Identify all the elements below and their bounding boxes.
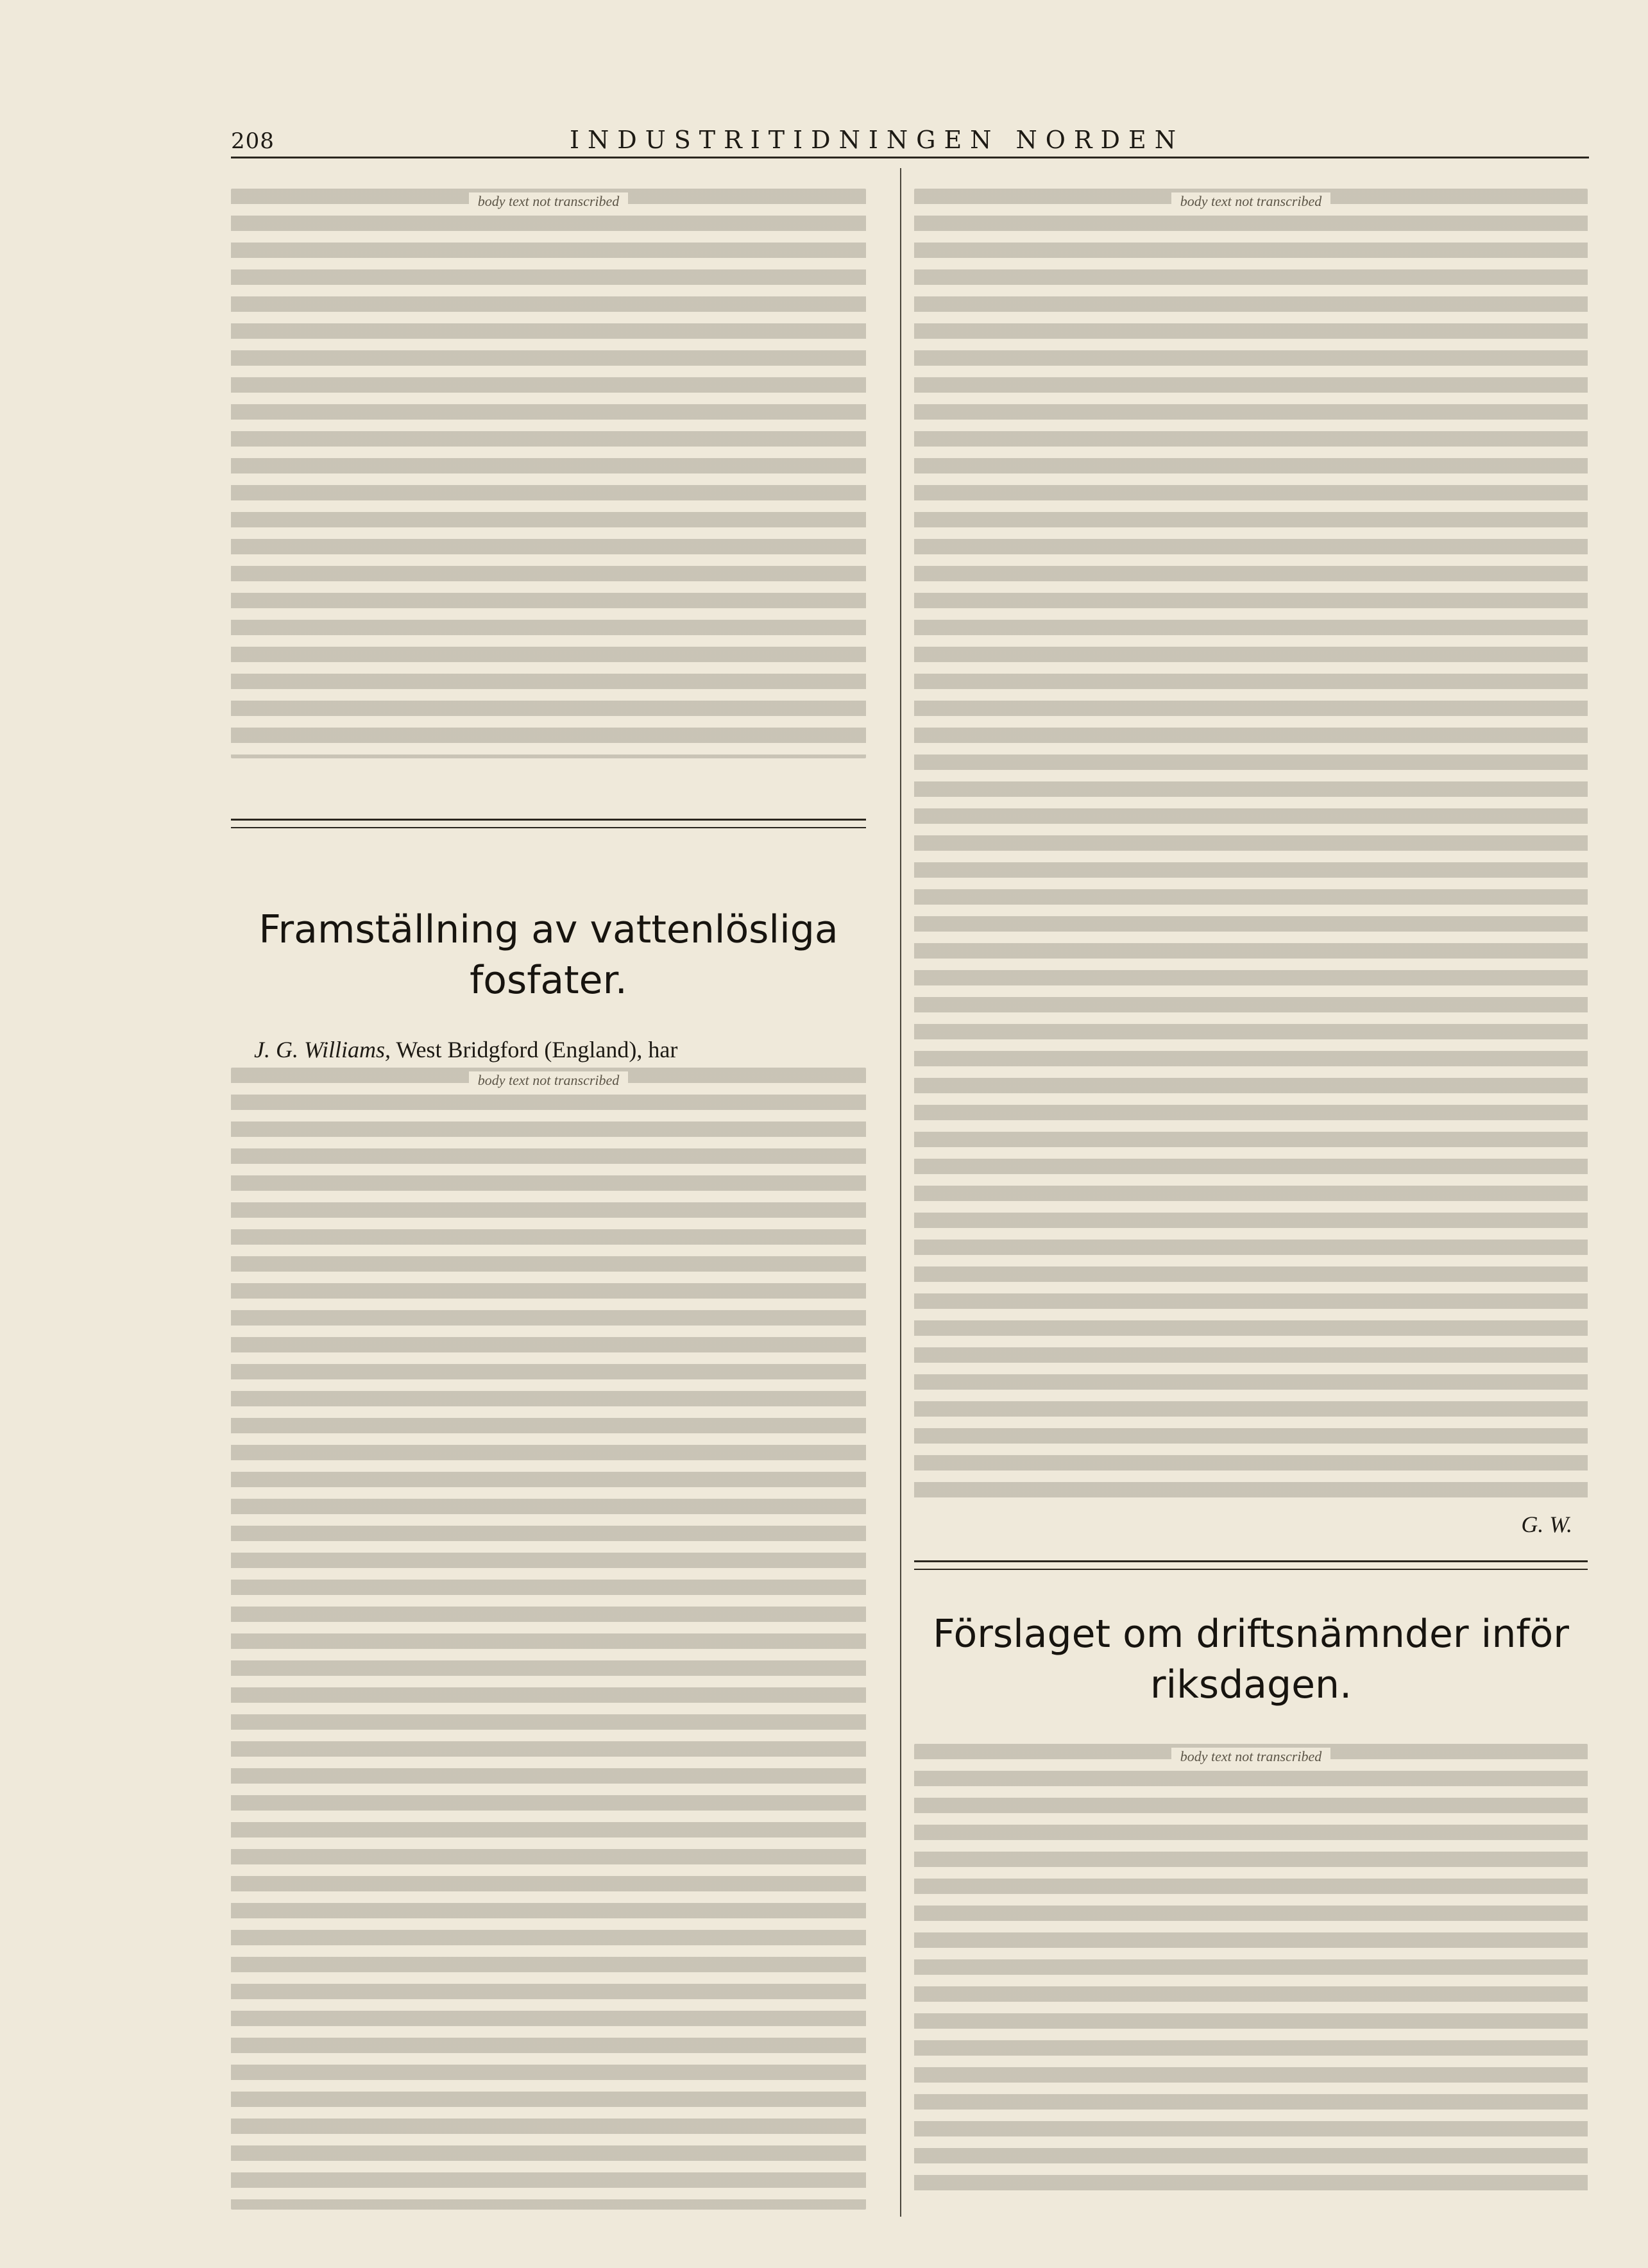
article-separator: [231, 819, 866, 828]
header-rule: [231, 157, 1589, 158]
article-body: [914, 1744, 1588, 2202]
article-headline: [914, 1609, 1588, 1710]
headline-line: Förslaget om driftsnämnder inför: [933, 1612, 1569, 1657]
article-signature: G. W.: [1521, 1512, 1572, 1537]
article-continuation-body: [231, 189, 866, 758]
article-body: [231, 1068, 866, 2210]
running-head: INDUSTRITIDNINGEN NORDEN: [570, 126, 1184, 154]
article-byline: [231, 1036, 866, 1064]
right-column: [914, 186, 1588, 2220]
left-column: [231, 186, 866, 2220]
headline-line: fosfater.: [470, 958, 627, 1003]
article-separator: [914, 1560, 1588, 1570]
placeholder-note: body text not transcribed: [469, 192, 629, 210]
article-headline: [231, 905, 866, 1006]
placeholder-note: body text not transcribed: [1171, 192, 1331, 210]
article-continuation-body: [914, 189, 1588, 1504]
placeholder-note: body text not transcribed: [1171, 1748, 1331, 1765]
column-divider: [900, 168, 901, 2217]
placeholder-note: body text not transcribed: [469, 1071, 629, 1089]
byline-place: West Bridgford (England), har: [396, 1037, 678, 1062]
headline-line: riksdagen.: [1150, 1662, 1352, 1708]
headline-line: Framställning av vattenlösliga: [259, 907, 838, 952]
page-number: 208: [231, 128, 275, 154]
byline-author: J. G. Williams,: [254, 1037, 391, 1062]
